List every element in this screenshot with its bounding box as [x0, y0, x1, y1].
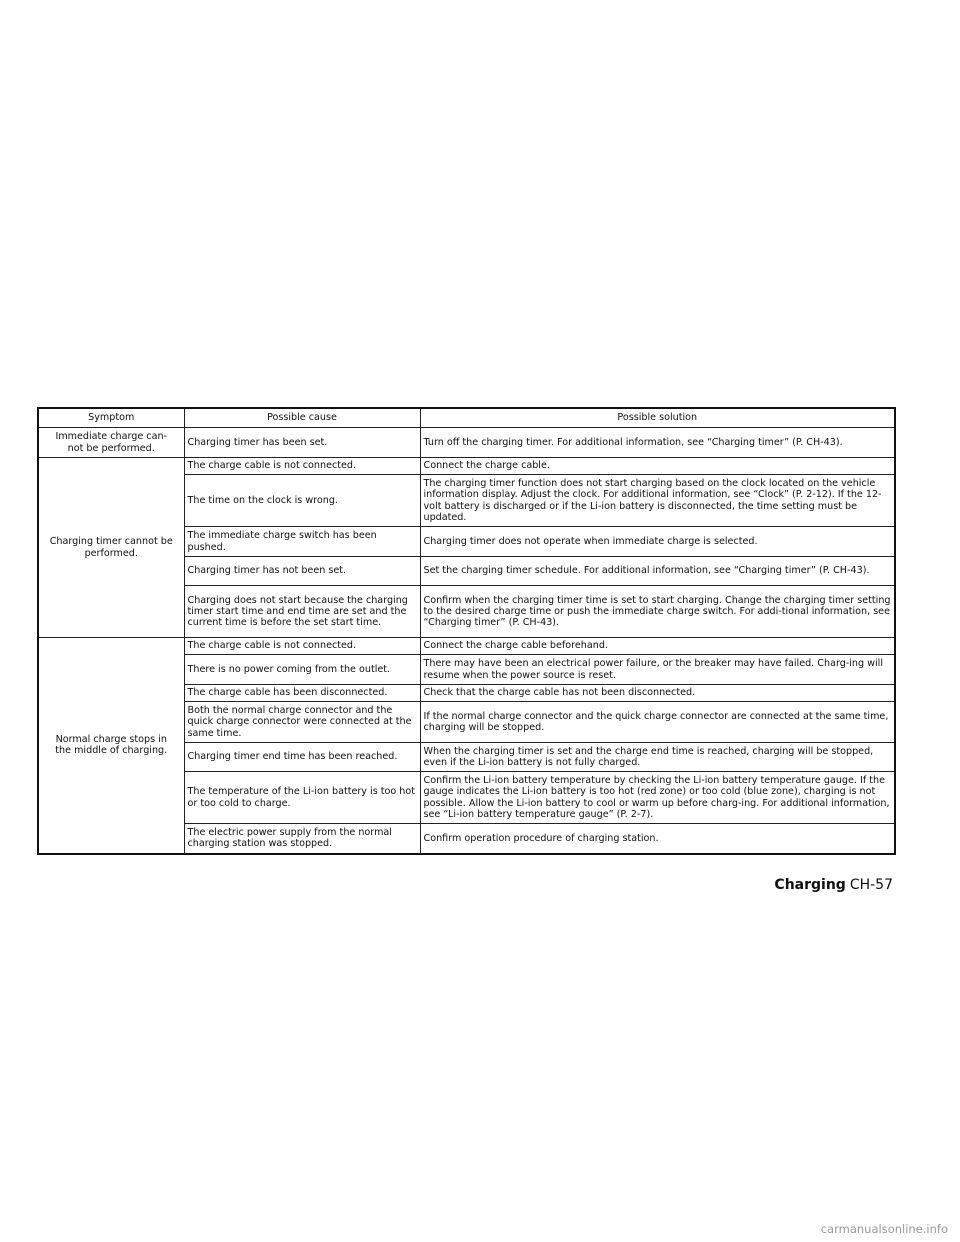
cause-cell: The temperature of the Li-ion battery is too hot or too cold to charge.	[184, 772, 420, 824]
symptom-text: Normal charge stops in the middle of charging.	[55, 734, 168, 757]
solution-cell: Turn off the charging timer. For additional information, see “Charging timer” (P. CH-43).	[420, 428, 895, 458]
table-header-row	[38, 408, 895, 428]
header-symptom: Symptom	[38, 408, 184, 428]
solution-cell: The charging timer function does not start charging based on the clock located on the vehicle information display. Adjust the clock. For additional information, see “Clock” (P. 2-12). If the 12-volt battery is discharged or if the Li-ion battery is disconnected, the time setting must be updated.	[420, 475, 895, 527]
cause-cell: The electric power supply from the normal charging station was stopped.	[184, 824, 420, 854]
symptom-cell	[38, 638, 184, 854]
symptom-text: Immediate charge can- not be performed.	[55, 431, 168, 454]
solution-cell: When the charging timer is set and the charge end time is reached, charging will be stopped, even if the Li-ion battery is not fully charged.	[420, 743, 895, 772]
cause-cell: Charging does not start because the charging timer start time and end time are set and the current time is before the set start time.	[184, 586, 420, 638]
solution-cell: Set the charging timer schedule. For additional information, see “Charging timer” (P. CH-43).	[420, 557, 895, 586]
solution-cell: Connect the charge cable.	[420, 458, 895, 475]
solution-cell: Confirm operation procedure of charging station.	[420, 824, 895, 854]
troubleshooting-table	[37, 407, 896, 855]
solution-cell: There may have been an electrical power failure, or the breaker may have failed. Charg-ing will resume when the power source is reset.	[420, 655, 895, 685]
symptom-cell	[38, 428, 184, 458]
solution-cell: Connect the charge cable beforehand.	[420, 638, 895, 655]
table-row	[38, 638, 895, 655]
solution-cell: Confirm when the charging timer time is set to start charging. Change the charging timer setting to the desired charge time or push the immediate charge switch. For addi-tional information, see “Charging timer” (P. CH-43).	[420, 586, 895, 638]
symptom-text: Charging timer cannot be performed.	[49, 536, 173, 559]
cause-cell: Charging timer has been set.	[184, 428, 420, 458]
cause-cell: The immediate charge switch has been pushed.	[184, 527, 420, 557]
header-possible-cause: Possible cause	[184, 408, 420, 428]
cause-cell: Charging timer end time has been reached.	[184, 743, 420, 772]
cause-cell: There is no power coming from the outlet.	[184, 655, 420, 685]
section-title: Charging	[774, 877, 846, 893]
cause-cell: Charging timer has not been set.	[184, 557, 420, 586]
cause-cell: The charge cable is not connected.	[184, 458, 420, 475]
table-row	[38, 428, 895, 458]
cause-cell: Both the normal charge connector and the quick charge connector were connected at the same time.	[184, 702, 420, 743]
watermark: carmanualsonline.info	[820, 1222, 948, 1236]
header-possible-solution: Possible solution	[420, 408, 895, 428]
page-footer	[774, 876, 893, 894]
cause-cell: The charge cable is not connected.	[184, 638, 420, 655]
solution-cell: If the normal charge connector and the quick charge connector are connected at the same time, charging will be stopped.	[420, 702, 895, 743]
page-number: CH-57	[849, 877, 893, 893]
cause-cell: The time on the clock is wrong.	[184, 475, 420, 527]
solution-cell: Check that the charge cable has not been disconnected.	[420, 685, 895, 702]
cause-cell: The charge cable has been disconnected.	[184, 685, 420, 702]
solution-cell: Confirm the Li-ion battery temperature by checking the Li-ion battery temperature gauge. If the gauge indicates the Li-ion battery is too hot (red zone) or too cold (blue zone), charging is not possible. Allow the Li-ion battery to cool or warm up before charg-ing. For additional information, see “Li-ion battery temperature gauge” (P. 2-7).	[420, 772, 895, 824]
table-row	[38, 458, 895, 475]
solution-cell: Charging timer does not operate when immediate charge is selected.	[420, 527, 895, 557]
symptom-cell	[38, 458, 184, 638]
